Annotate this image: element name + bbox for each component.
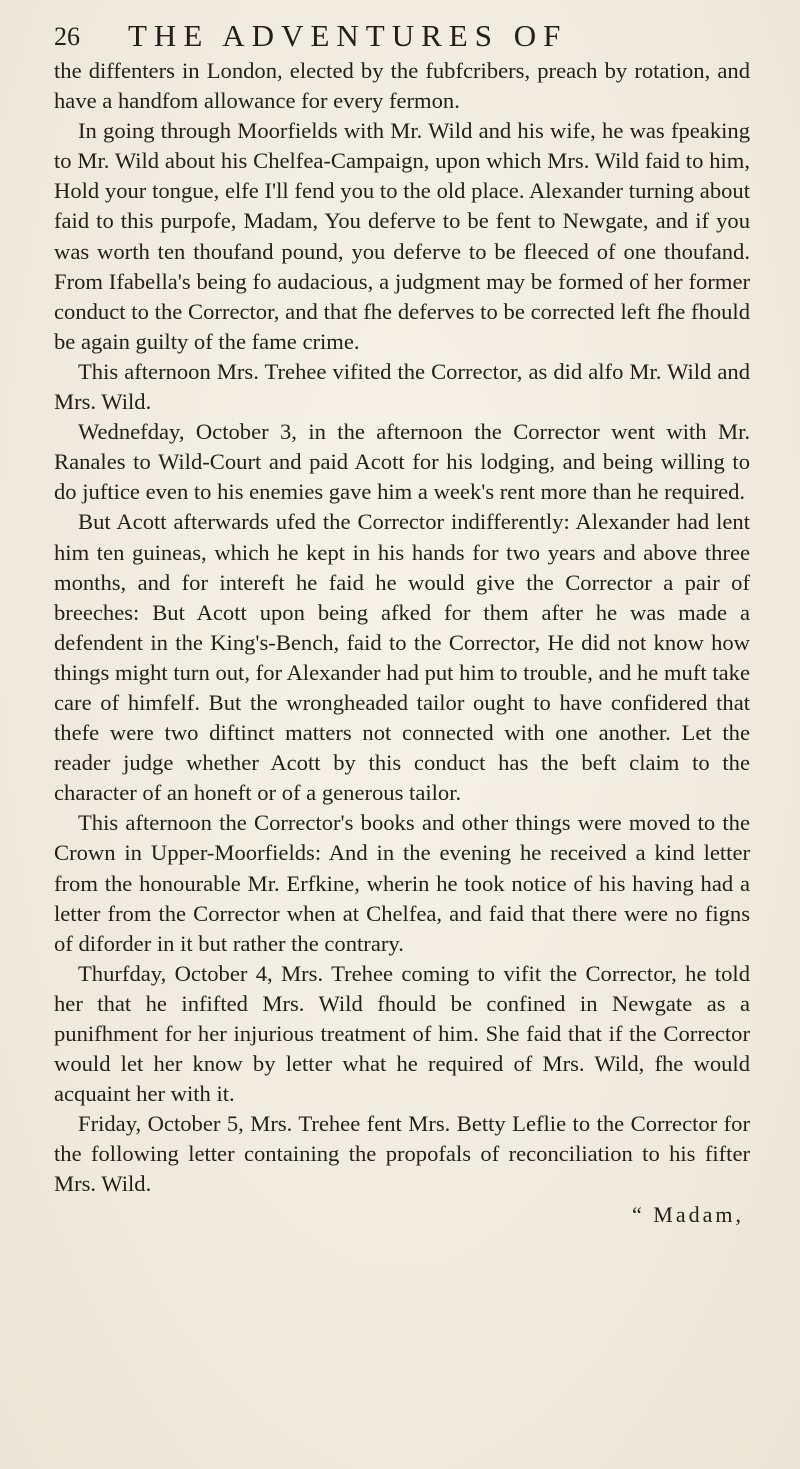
running-head	[54, 18, 750, 62]
paragraph: the diffenters in London, elected by the fubfcribers, preach by rotation, and have a handfom allowance for every fermon.	[54, 58, 750, 114]
paragraph: But Acott afterwards ufed the Corrector indifferently: Alexander had lent him ten guineas, which he kept in his hands for two years and above three months, and for intereft he faid he would give the Corrector a pair of breeches: But Acott upon being afked for them after he was made a defendent in the King's-Bench, faid to the Corrector, He did not know how things might turn out, for Alexander had put him to trouble, and he muft take care of himfelf. But the wrongheaded tailor ought to have confidered that thefe were two diftinct matters not connected with one another. Let the reader judge whether Acott by this conduct has the beft claim to the character of an honeft or of a generous tailor.	[54, 509, 750, 806]
paragraph: Thurfday, October 4, Mrs. Trehee coming to vifit the Corrector, he told her that he infifted Mrs. Wild fhould be confined in Newgate as a punifhment for her injurious treatment of him. She faid that if the Corrector would let her know by letter what he required of Mrs. Wild, fhe would acquaint her with it.	[54, 960, 750, 1107]
running-title: THE ADVENTURES OF	[128, 18, 568, 53]
page-number: 26	[54, 22, 80, 51]
paragraph: This afternoon the Corrector's books and other things were moved to the Crown in Upper-Moorfields: And in the evening he received a kind letter from the honourable Mr. Erfkine, wherin he took notice of his having had a letter from the Corrector when at Chelfea, and faid that there were no figns of diforder in it but rather the contrary.	[54, 810, 750, 956]
paragraph: In going through Moorfields with Mr. Wild and his wife, he was fpeaking to Mr. Wild about his Chelfea-Campaign, upon which Mrs. Wild faid to him, Hold your tongue, elfe I'll fend you to the old place. Alexander turning about faid to this purpofe, Madam, You deferve to be fent to Newgate, and if you was worth ten thoufand pound, you deferve to be fleeced of one thoufand. From Ifabella's being fo audacious, a judgment may be formed of her former conduct to the Corrector, and that fhe deferves to be corrected left fhe fhould be again guilty of the fame crime.	[54, 118, 750, 354]
paragraph: Friday, October 5, Mrs. Trehee fent Mrs. Betty Leflie to the Corrector for the following letter containing the propofals of reconciliation to his fifter Mrs. Wild.	[54, 1111, 750, 1197]
paragraph: Wednefday, October 3, in the afternoon the Corrector went with Mr. Ranales to Wild-Court and paid Acott for his lodging, and being willing to do juftice even to his enemies gave him a week's rent more than he required.	[54, 419, 750, 505]
catchword: “ Madam,	[632, 1201, 744, 1227]
body-text	[54, 56, 750, 1200]
paragraph: This afternoon Mrs. Trehee vifited the Corrector, as did alfo Mr. Wild and Mrs. Wild.	[54, 358, 750, 415]
